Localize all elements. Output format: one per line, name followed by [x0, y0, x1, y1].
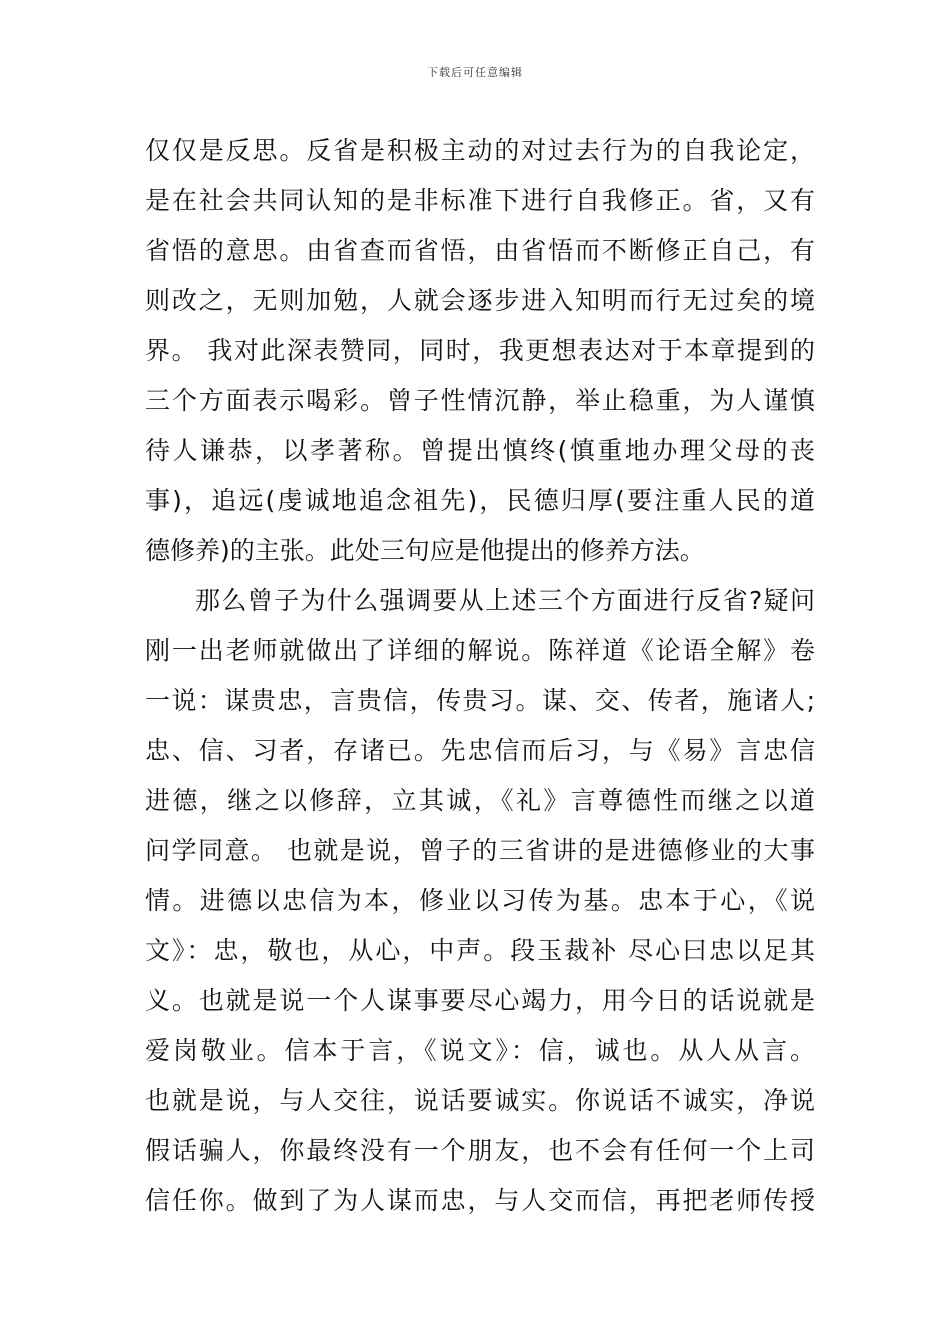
- page-header: 下载后可任意编辑: [427, 66, 523, 79]
- text-line: 界。 我对此深表赞同，同时，我更想表达对于本章提到的: [145, 336, 815, 365]
- text-line: 省悟的意思。由省查而省悟，由省悟而不断修正自己，有: [145, 236, 815, 265]
- text-line: 则改之，无则加勉，人就会逐步进入知明而行无过矣的境: [145, 286, 815, 315]
- text-line: 义。也就是说一个人谋事要尽心竭力，用今日的话说就是: [145, 986, 815, 1015]
- text-line: 忠、信、习者，存诸已。先忠信而后习，与《易》言忠信: [145, 736, 815, 765]
- text-line: 进德，继之以修辞，立其诚，《礼》言尊德性而继之以道: [145, 786, 815, 815]
- text-line: 仅仅是反思。反省是积极主动的对过去行为的自我论定，: [145, 136, 815, 165]
- text-line: 三个方面表示喝彩。曾子性情沉静，举止稳重，为人谨慎: [145, 386, 815, 415]
- text-line: 情。进德以忠信为本，修业以习传为基。忠本于心，《说: [145, 886, 815, 915]
- paragraph-2: [145, 576, 815, 1226]
- paragraph-1: [145, 126, 815, 576]
- text-line: 一说：谋贵忠，言贵信，传贵习。谋、交、传者，施诸人;: [145, 686, 815, 715]
- text-line: 文》：忠，敬也，从心，中声。段玉裁补 尽心曰忠以足其: [145, 936, 815, 965]
- text-line: 那么曾子为什么强调要从上述三个方面进行反省?疑问: [195, 586, 815, 615]
- text-line: 刚一出老师就做出了详细的解说。陈祥道《论语全解》卷: [145, 636, 815, 665]
- text-line: 待人谦恭，以孝著称。曾提出慎终(慎重地办理父母的丧: [145, 436, 815, 465]
- text-line: 是在社会共同认知的是非标准下进行自我修正。省，又有: [145, 186, 815, 215]
- document-body: [145, 126, 815, 1226]
- text-line: 爱岗敬业。信本于言，《说文》：信，诚也。从人从言。: [145, 1036, 815, 1065]
- text-line: 事)，追远(虔诚地追念祖先)，民德归厚(要注重人民的道: [145, 486, 815, 515]
- text-line: 问学同意。 也就是说，曾子的三省讲的是进德修业的大事: [145, 836, 815, 865]
- text-line: 德修养)的主张。此处三句应是他提出的修养方法。: [145, 536, 705, 565]
- text-line: 信任你。做到了为人谋而忠，与人交而信，再把老师传授: [145, 1186, 815, 1215]
- text-line: 假话骗人，你最终没有一个朋友，也不会有任何一个上司: [145, 1136, 815, 1165]
- text-line: 也就是说，与人交往，说话要诚实。你说话不诚实，净说: [145, 1086, 815, 1115]
